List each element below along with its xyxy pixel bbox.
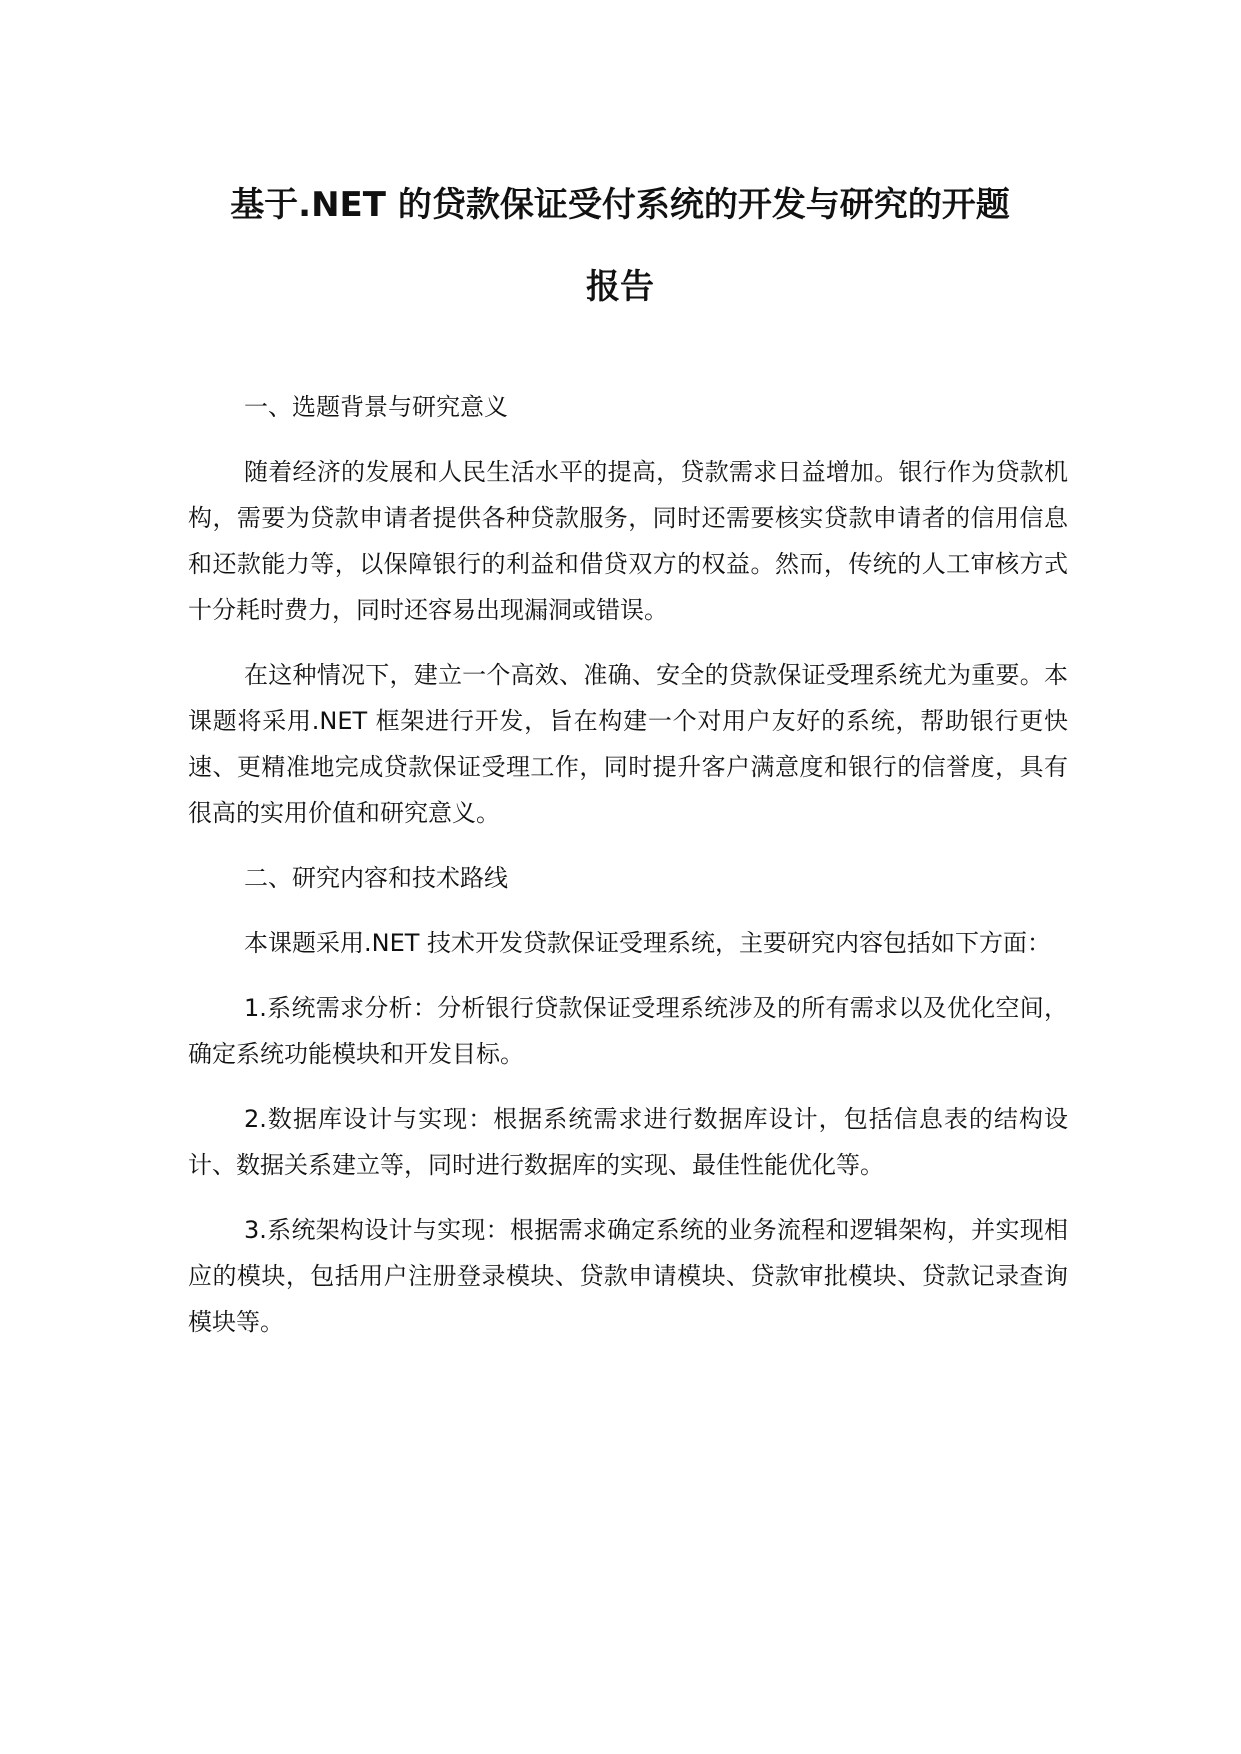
document-title-line-2: 报告 xyxy=(586,267,654,307)
section-2-item-3: 3.系统架构设计与实现：根据需求确定系统的业务流程和逻辑架构，并实现相应的模块，包括用户注册登录模块、贷款申请模块、贷款审批模块、贷款记录查询模块等。 xyxy=(188,1216,1068,1336)
document-body xyxy=(188,384,1068,1364)
section-1-heading: 一、选题背景与研究意义 xyxy=(244,393,508,421)
section-2-heading: 二、研究内容和技术路线 xyxy=(244,864,508,892)
section-2-item-2: 2.数据库设计与实现：根据系统需求进行数据库设计，包括信息表的结构设计、数据关系建立等，同时进行数据库的实现、最佳性能优化等。 xyxy=(188,1105,1068,1179)
document-title-line-1: 基于.NET 的贷款保证受付系统的开发与研究的开题 xyxy=(230,185,1010,225)
section-2-paragraph-1: 本课题采用.NET 技术开发贷款保证受理系统，主要研究内容包括如下方面： xyxy=(244,929,1052,957)
section-1-paragraph-1: 随着经济的发展和人民生活水平的提高，贷款需求日益增加。银行作为贷款机构，需要为贷款申请者提供各种贷款服务，同时还需要核实贷款申请者的信用信息和还款能力等，以保障银行的利益和借贷双方的权益。然而，传统的人工审核方式十分耗时费力，同时还容易出现漏洞或错误。 xyxy=(188,458,1068,624)
section-1-paragraph-2: 在这种情况下，建立一个高效、准确、安全的贷款保证受理系统尤为重要。本课题将采用.NET 框架进行开发，旨在构建一个对用户友好的系统，帮助银行更快速、更精准地完成贷款保证受理工作，同时提升客户满意度和银行的信誉度，具有很高的实用价值和研究意义。 xyxy=(188,661,1068,827)
section-2-item-1: 1.系统需求分析：分析银行贷款保证受理系统涉及的所有需求以及优化空间，确定系统功能模块和开发目标。 xyxy=(188,994,1068,1068)
